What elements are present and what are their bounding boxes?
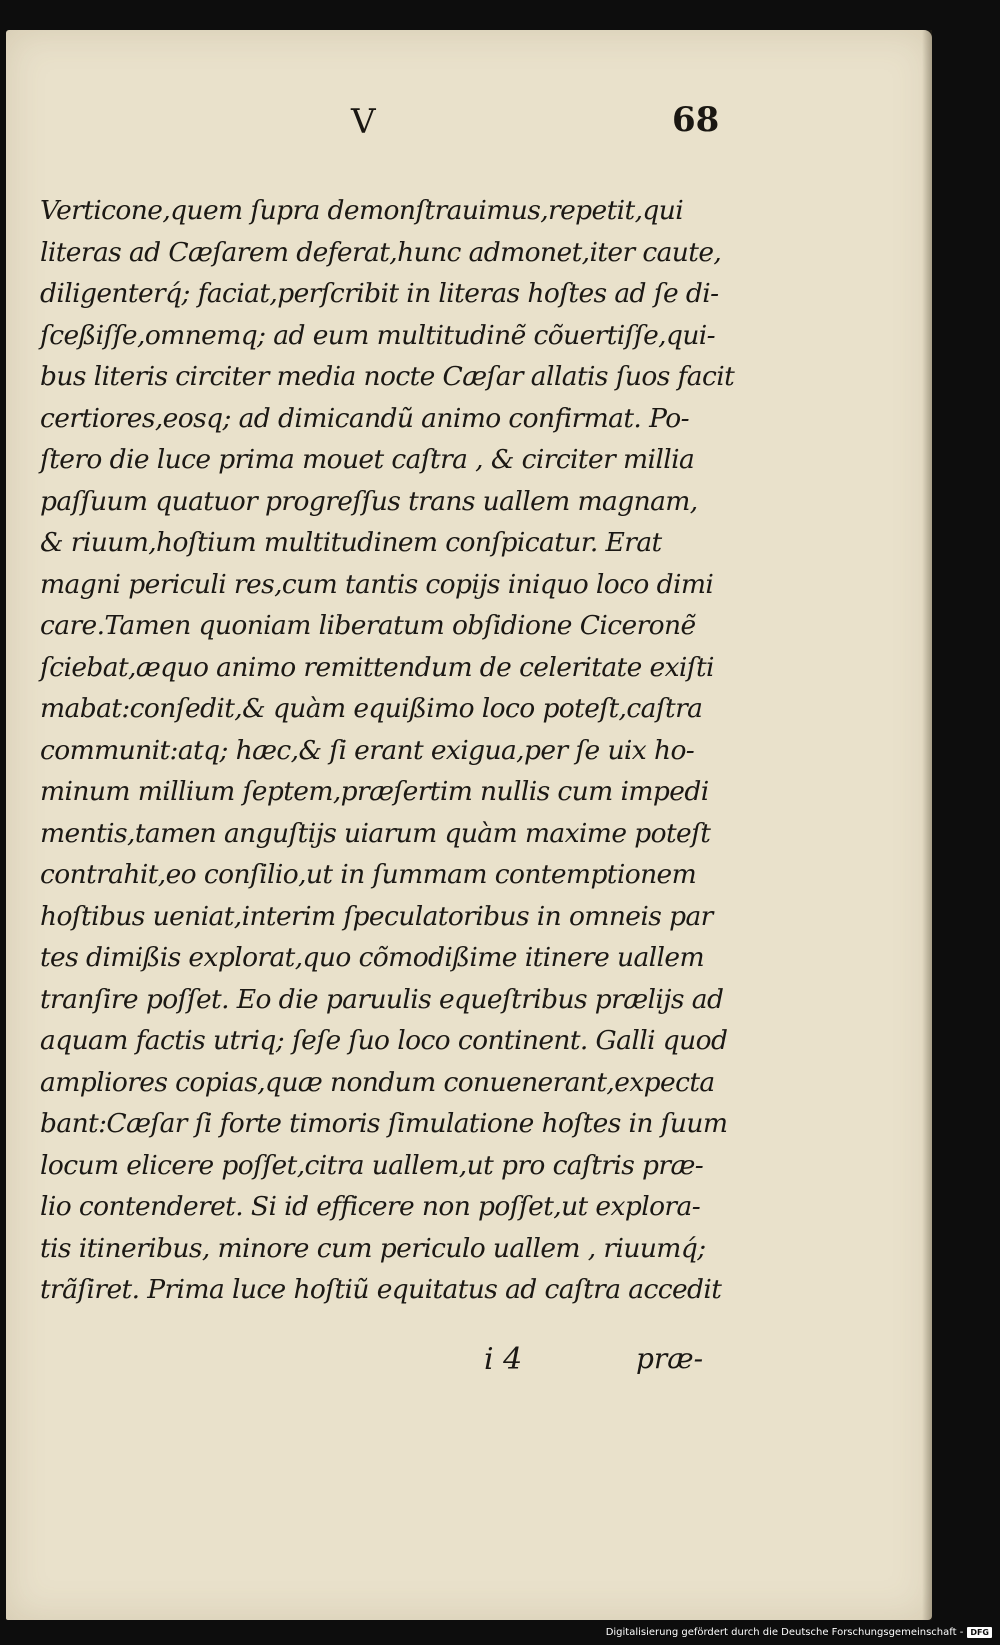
text-line: diligenterq́; faciat,perſcribit in literas hoſtes ad ſe di- [40,278,719,309]
text-line: mentis,tamen anguſtijs uiarum quàm maxime poteſt [40,817,711,849]
book-page [6,30,932,1620]
catchword: præ- [636,1342,704,1375]
text-line: ampliores copias,quæ nondum conuenerant,expecta [40,1066,715,1098]
text-line: paſſuum quatuor progreſſus trans uallem magnam, [40,485,698,517]
text-line: lio contenderet. Si id efficere non poſſet,ut explora- [40,1191,701,1222]
text-line: Verticone,quem ſupra demonſtrauimus,repetit,qui [40,195,684,226]
dfg-logo: DFG [967,1627,992,1638]
text-line: bus literis circiter media nocte Cæſar allatis ſuos facit [40,361,735,392]
page-number: 68 [672,100,720,140]
text-line: ſtero die luce prima mouet caſtra , & circiter millia [40,444,695,475]
text-line: bant:Cæſar ſi forte timoris ſimulatione hoſtes in ſuum [40,1108,728,1139]
text-line: hoſtibus ueniat,interim ſpeculatoribus in omneis par [40,900,713,932]
text-line: communit:atq; hæc,& ſi erant exigua,per ſe uix ho- [40,734,695,766]
credit-text: Digitalisierung gefördert durch die Deutsche Forschungsgemeinschaft - [605,1626,964,1638]
text-line: certiores,eosq; ad dimicandũ animo confirmat. Po- [40,402,689,434]
text-line: aquam factis utriq; ſeſe ſuo loco continent. Galli quod [40,1025,728,1056]
signature-letter: V [351,102,376,142]
text-line: trãſiret. Prima luce hoſtiũ equitatus ad caſtra accedit [40,1274,722,1305]
text-line: tis itineribus, minore cum periculo uallem , riuumq́; [40,1232,706,1264]
body-text [40,190,735,1311]
text-line: tranſire poſſet. Eo die paruulis equeſtribus prælijs ad [40,983,724,1015]
text-line: literas ad Cæſarem deferat,hunc admonet,iter caute, [40,236,722,268]
text-line: ſciebat,æquo animo remittendum de celeritate exiſti [40,651,714,683]
digitization-credit [606,1625,992,1639]
text-line: & riuum,hoſtium multitudinem conſpicatur. Erat [40,527,662,558]
text-line: locum elicere poſſet,citra uallem,ut pro caſtris præ- [40,1149,704,1181]
running-head [6,100,932,160]
text-line: ſceßiſſe,omnemq; ad eum multitudinẽ cõuertiſſe,qui- [40,319,716,351]
text-line: contrahit,eo conſilio,ut in ſummam contemptionem [40,859,697,890]
text-line: minum millium ſeptem,præſertim nullis cum impedi [40,776,709,807]
text-line: mabat:conſedit,& quàm equißimo loco poteſt,caſtra [40,693,703,724]
text-line: care.Tamen quoniam liberatum obſidione Ciceronẽ [40,610,696,641]
text-line: magni periculi res,cum tantis copijs iniquo loco dimi [40,568,714,600]
text-line: tes dimißis explorat,quo cõmodißime itinere uallem [40,942,705,973]
page-footer [6,1342,932,1392]
signature-mark: i 4 [484,1342,523,1377]
